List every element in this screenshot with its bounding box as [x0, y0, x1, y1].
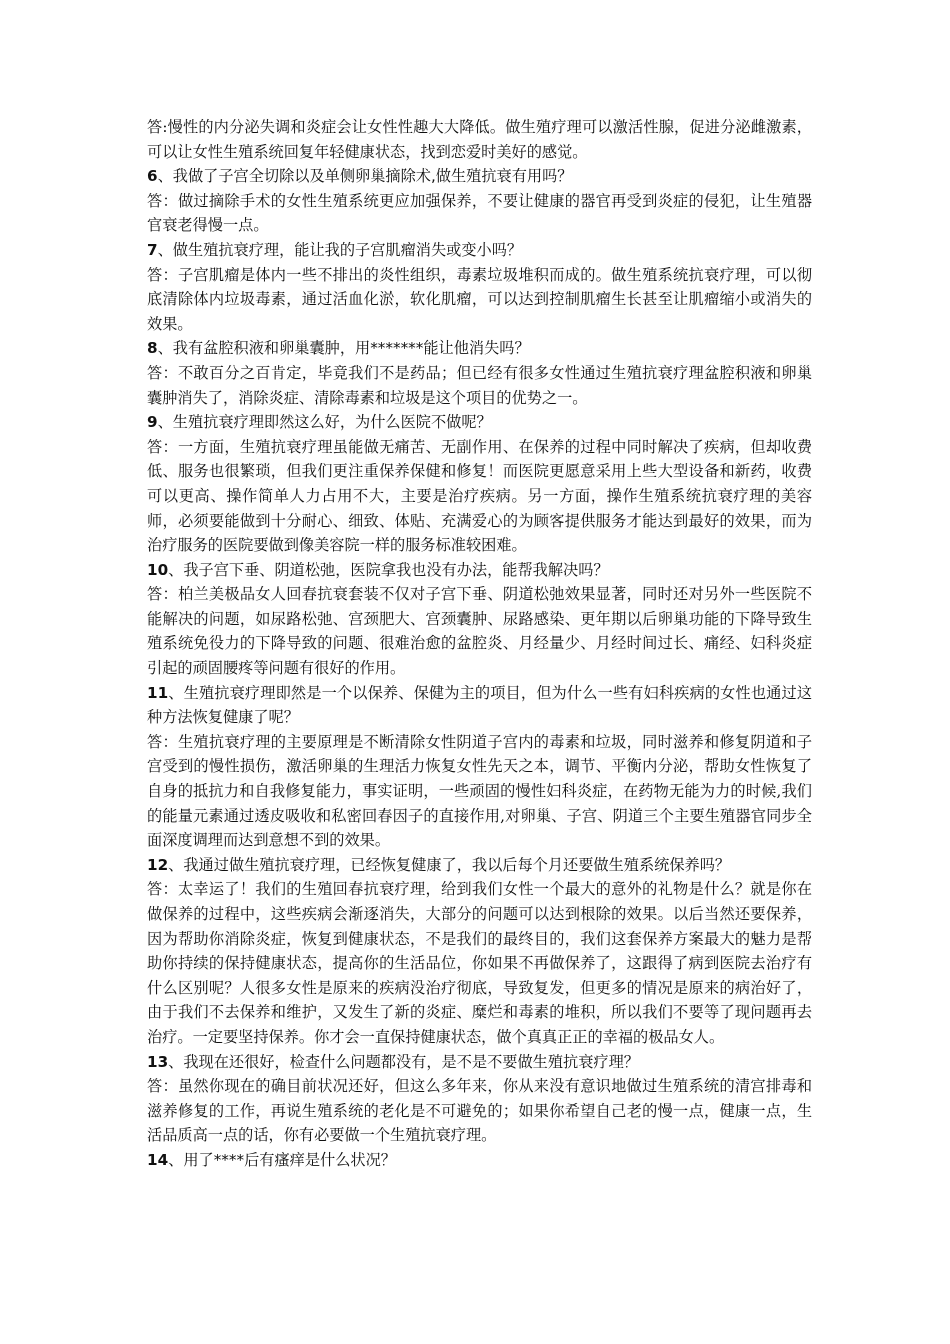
- question-text: 、我做了子宫全切除以及单侧卵巢摘除术,做生殖抗衰有用吗？: [157, 167, 573, 186]
- answer-paragraph: 答：不敢百分之百肯定，毕竟我们不是药品；但已经有很多女性通过生殖抗衰疗理盆腔积液和卵巢囊肿消失了，消除炎症、清除毒素和垃圾是这个项目的优势之一。: [147, 363, 812, 407]
- question-text: 、用了****后有瘙痒是什么状况？: [168, 1150, 396, 1169]
- question-text: 、做生殖抗衰疗理，能让我的子宫肌瘤消失或变小吗？: [157, 240, 523, 259]
- question-text: 、我通过做生殖抗衰疗理，已经恢复健康了，我以后每个月还要做生殖系统保养吗？: [168, 855, 731, 874]
- document-page: [147, 115, 812, 1173]
- question-number: 6: [147, 167, 158, 186]
- question-number: 13: [147, 1052, 169, 1071]
- question-number: 7: [147, 240, 158, 259]
- question-paragraph: [147, 681, 812, 730]
- question-number: 10: [147, 560, 169, 579]
- answer-paragraph: 答：一方面，生殖抗衰疗理虽能做无痛苦、无副作用、在保养的过程中同时解决了疾病，但却收费低、服务也很繁琐，但我们更注重保养保健和修复！而医院更愿意采用上些大型设备和新药，收费可以更高、操作简单人力占用不大，主要是治疗疾病。另一方面，操作生殖系统抗衰疗理的美容师，必须要能做到十分耐心、细致、体贴、充满爱心的为顾客提供服务才能达到最好的效果，而为治疗服务的医院要做到像美容院一样的服务标准较困难。: [147, 437, 812, 555]
- question-text: 、我现在还很好，检查什么问题都没有，是不是不要做生殖抗衰疗理？: [168, 1052, 639, 1071]
- question-paragraph: [147, 853, 812, 878]
- answer-paragraph: 答:慢性的内分泌失调和炎症会让女性性趣大大降低。做生殖疗理可以激活性腺，促进分泌雌激素，可以让女性生殖系统回复年轻健康状态，找到恋爱时美好的感觉。: [147, 118, 812, 161]
- question-text: 、生殖抗衰疗理即然这么好，为什么医院不做呢？: [157, 413, 492, 432]
- answer-paragraph: 答：柏兰美极品女人回春抗衰套装不仅对子宫下垂、阴道松弛效果显著，同时还对另外一些医院不能解决的问题，如尿路松弛、宫颈肥大、宫颈囊肿、尿路感染、更年期以后卵巢功能的下降导致生殖系统免役力的下降导致的问题、很难治愈的盆腔炎、月经量少、月经时间过长、痛经、妇科炎症引起的顽固腰疼等问题有很好的作用。: [147, 585, 812, 678]
- question-paragraph: [147, 1050, 812, 1075]
- answer-paragraph: 答：太幸运了！我们的生殖回春抗衰疗理，给到我们女性一个最大的意外的礼物是什么？就是你在做保养的过程中，这些疾病会渐逐消失，大部分的问题可以达到根除的效果。以后当然还要保养，因为帮助你消除炎症，恢复到健康状态，不是我们的最终目的，我们这套保养方案最大的魅力是帮助你持续的保持健康状态，提高你的生活品位，你如果不再做保养了，这跟得了病到医院去治疗有什么区别呢？人很多女性是原来的疾病没治疗彻底，导致复发，但更多的情况是原来的病治好了，由于我们不去保养和维护，又发生了新的炎症、糜烂和毒素的堆积，所以我们不要等了现问题再去治疗。一定要坚持保养。你才会一直保持健康状态，做个真真正正的幸福的极品女人。: [147, 880, 812, 1046]
- question-text: 、我有盆腔积液和卵巢囊肿，用*******能让他消失吗？: [157, 339, 530, 358]
- question-paragraph: [147, 558, 812, 583]
- question-number: 11: [147, 683, 169, 702]
- question-paragraph: [147, 238, 812, 263]
- answer-paragraph: 答：子宫肌瘤是体内一些不排出的炎性组织，毒素垃圾堆积而成的。做生殖系统抗衰疗理，可以彻底清除体内垃圾毒素，通过活血化淤，软化肌瘤，可以达到控制肌瘤生长甚至让肌瘤缩小或消失的效果。: [147, 265, 812, 333]
- question-text: 、我子宫下垂、阴道松弛，医院拿我也没有办法，能帮我解决吗？: [168, 560, 609, 579]
- question-paragraph: [147, 164, 812, 189]
- answer-paragraph: 答：做过摘除手术的女性生殖系统更应加强保养，不要让健康的器官再受到炎症的侵犯，让生殖器官衰老得慢一点。: [147, 191, 812, 235]
- question-text: 、生殖抗衰疗理即然是一个以保养、保健为主的项目，但为什么一些有妇科疾病的女性也通过这种方法恢复健康了呢？: [147, 683, 812, 727]
- question-paragraph: [147, 336, 812, 361]
- question-paragraph: [147, 1148, 812, 1173]
- answer-paragraph: 答：生殖抗衰疗理的主要原理是不断清除女性阴道子宫内的毒素和垃圾，同时滋养和修复阴道和子宫受到的慢性损伤，激活卵巢的生理活力恢复女性先天之本，调节、平衡内分泌，帮助女性恢复了自身的抵抗力和自我修复能力，事实证明，一些顽固的慢性妇科炎症，在药物无能为力的时候,我们的能量元素通过透皮吸收和私密回春因子的直接作用,对卵巢、子宫、阴道三个主要生殖器官同步全面深度调理而达到意想不到的效果。: [147, 732, 812, 850]
- question-number: 9: [147, 413, 158, 432]
- question-paragraph: [147, 410, 812, 435]
- answer-paragraph: 答：虽然你现在的确目前状况还好，但这么多年来，你从来没有意识地做过生殖系统的清宫排毒和滋养修复的工作，再说生殖系统的老化是不可避免的；如果你希望自己老的慢一点，健康一点，生活品质高一点的话，你有必要做一个生殖抗衰疗理。: [147, 1077, 812, 1145]
- question-number: 8: [147, 339, 158, 358]
- question-number: 14: [147, 1150, 169, 1169]
- question-number: 12: [147, 855, 169, 874]
